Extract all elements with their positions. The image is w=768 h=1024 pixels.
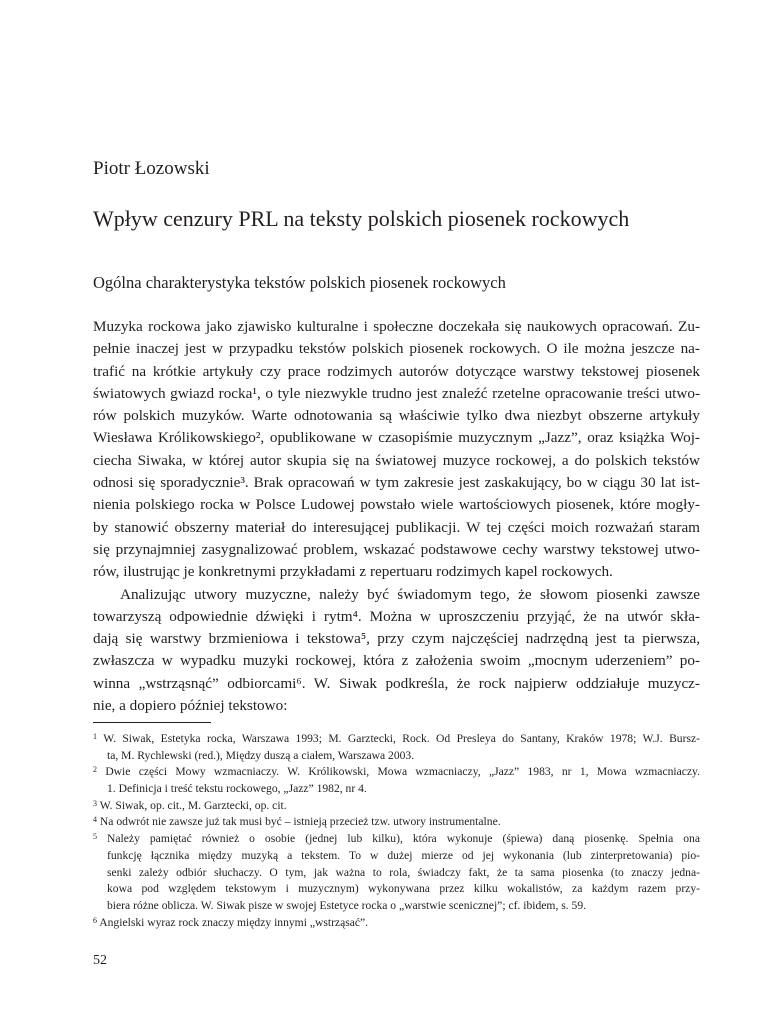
- body-line: odnosi się sporadycznie³. Brak opracowań w tym zakresie jest zaskakujący, bo w ciągu 30 lat ist-: [93, 474, 700, 492]
- body-line: zwłaszcza w wypadku muzyki rockowej, która z założenia swoim „mocnym uderzeniem” po-: [93, 652, 700, 670]
- footnote-number: 3: [93, 798, 97, 808]
- footnote-number: 5: [93, 832, 97, 842]
- footnote-line: [93, 881, 700, 898]
- body-line: Wiesława Królikowskiego², opublikowane w czasopiśmie muzycznym „Jazz”, oraz książka Woj-: [93, 429, 700, 447]
- body-line: winna „wstrząsnąć” odbiorcami⁶. W. Siwak podkreśla, że rock najpierw oddziałuje muzycz-: [93, 674, 700, 692]
- footnote-number: 1: [93, 732, 97, 741]
- footnotes: [93, 731, 700, 931]
- footnote-line: [93, 865, 700, 882]
- body-line: światowych gwiazd rocka¹, o tyle niezwykle trudno jest znaleźć rzetelne opracowanie treści utwo-: [93, 384, 700, 402]
- footnote-line: [93, 898, 700, 915]
- body-line: by stanowić obszerny materiał do interesującej publikacji. W tej części moich rozważań staram: [93, 518, 700, 536]
- body-line: rów polskich muzyków. Warte odnotowania są właściwie tylko dwa niezbyt obszerne artykuły: [93, 407, 700, 425]
- footnote-text: funkcję łącznika między muzyką a tekstem. To w dużej mierze od jej wykonania (lub zinterpretowania) pio-: [107, 848, 700, 862]
- footnote-text: biera różne oblicza. W. Siwak pisze w swojej Estetyce rocka o „warstwie scenicznej”; cf. ibidem, s. 59.: [107, 898, 587, 912]
- footnote-line: [93, 764, 700, 781]
- footnote-text: Należy pamiętać również o osobie (jednej lub kilku), która wykonuje (śpiewa) daną piosenkę. Spełnia ona: [107, 832, 700, 846]
- body-line: ciecha Siwaka, w której autor skupia się na światowej muzyce rockowej, a do polskich tekstów: [93, 451, 700, 469]
- footnote-text: Angielski wyraz rock znaczy między innymi „wstrząsać”.: [99, 915, 369, 929]
- footnote-text: W. Siwak, op. cit., M. Garztecki, op. cit.: [99, 798, 287, 812]
- body-line: pełnie inaczej jest w przypadku tekstów polskich piosenek rockowych. O ile można jeszcze na-: [93, 340, 700, 358]
- footnote-line: [93, 798, 700, 815]
- footnote-line: [93, 831, 700, 848]
- footnote-text: Na odwrót nie zawsze już tak musi być – istnieją przecież tzw. utwory instrumentalne.: [99, 815, 501, 829]
- footnote-number: 4: [93, 815, 97, 825]
- article-title: Wpływ cenzury PRL na teksty polskich piosenek rockowych: [93, 206, 630, 231]
- footnote-text: W. Siwak, Estetyka rocka, Warszawa 1993; M. Garztecki, Rock. Od Presleya do Santany, Kraków 1978; W.J. Bursz-: [103, 732, 700, 745]
- footnote-text: 1. Definicja i treść tekstu rockowego, „Jazz” 1982, nr 4.: [107, 782, 367, 796]
- body-line: się przynajmniej zasygnalizować problem, wskazać podstawowe cechy warstwy tekstowej utwo-: [93, 540, 700, 558]
- body-line: rów, ilustrując je konkretnymi przykładami z repertuaru rodzimych kapel rockowych.: [93, 563, 613, 581]
- page-number: 52: [93, 953, 107, 968]
- footnote-line: [93, 748, 700, 765]
- body-line: nienia polskiego rocka w Polsce Ludowej powstało wiele wartościowych piosenek, które mogły-: [93, 496, 700, 514]
- footnote-separator: [93, 722, 211, 723]
- body-line: trafić na krótkie artykuły czy prace rodzimych autorów dotyczące warstwy tekstowej piosenek: [93, 362, 700, 380]
- footnote-line: [93, 915, 700, 932]
- footnote-number: 2: [93, 765, 97, 775]
- author-name: Piotr Łozowski: [93, 158, 210, 179]
- footnote-text: Dwie części Mowy wzmacniaczy. W. Królikowski, Mowa wzmacniaczy, „Jazz” 1983, nr 1, Mowa wzmacniaczy.: [105, 765, 700, 779]
- footnote-number: 6: [93, 915, 97, 925]
- footnote-text: kowa pod względem tekstowym i muzycznym) wykonywana przez kilku wokalistów, za każdym razem przy-: [107, 882, 700, 896]
- footnote-text: ta, M. Rychlewski (red.), Między duszą a ciałem, Warszawa 2003.: [107, 748, 415, 762]
- footnote-line: [93, 781, 700, 798]
- footnote-line: [93, 848, 700, 865]
- body-line: Analizując utwory muzyczne, należy być świadomym tego, że słowom piosenki zawsze: [120, 585, 700, 603]
- footnote-line: [93, 731, 700, 748]
- body-line: towarzyszą odpowiednie dźwięki i rytm⁴. Można w uproszczeniu przyjąć, że na utwór skła-: [93, 607, 700, 625]
- body-line: dają się warstwy brzmieniowa i tekstowa⁵, przy czym najczęściej nadrzędną jest ta pierwsza,: [93, 630, 700, 648]
- body-line: Muzyka rockowa jako zjawisko kulturalne i społeczne doczekała się naukowych opracowań. Zu-: [93, 318, 700, 335]
- body-line: nie, a dopiero później tekstowo:: [93, 697, 288, 715]
- footnote-text: senki zależy odbiór słuchaczy. O tym, jak ważna to rola, świadczy fakt, że ta sama piosenka (to znaczy jedna-: [107, 865, 700, 879]
- footnote-line: [93, 814, 700, 831]
- body-text: [93, 316, 700, 717]
- section-heading: Ogólna charakterystyka tekstów polskich piosenek rockowych: [93, 273, 506, 292]
